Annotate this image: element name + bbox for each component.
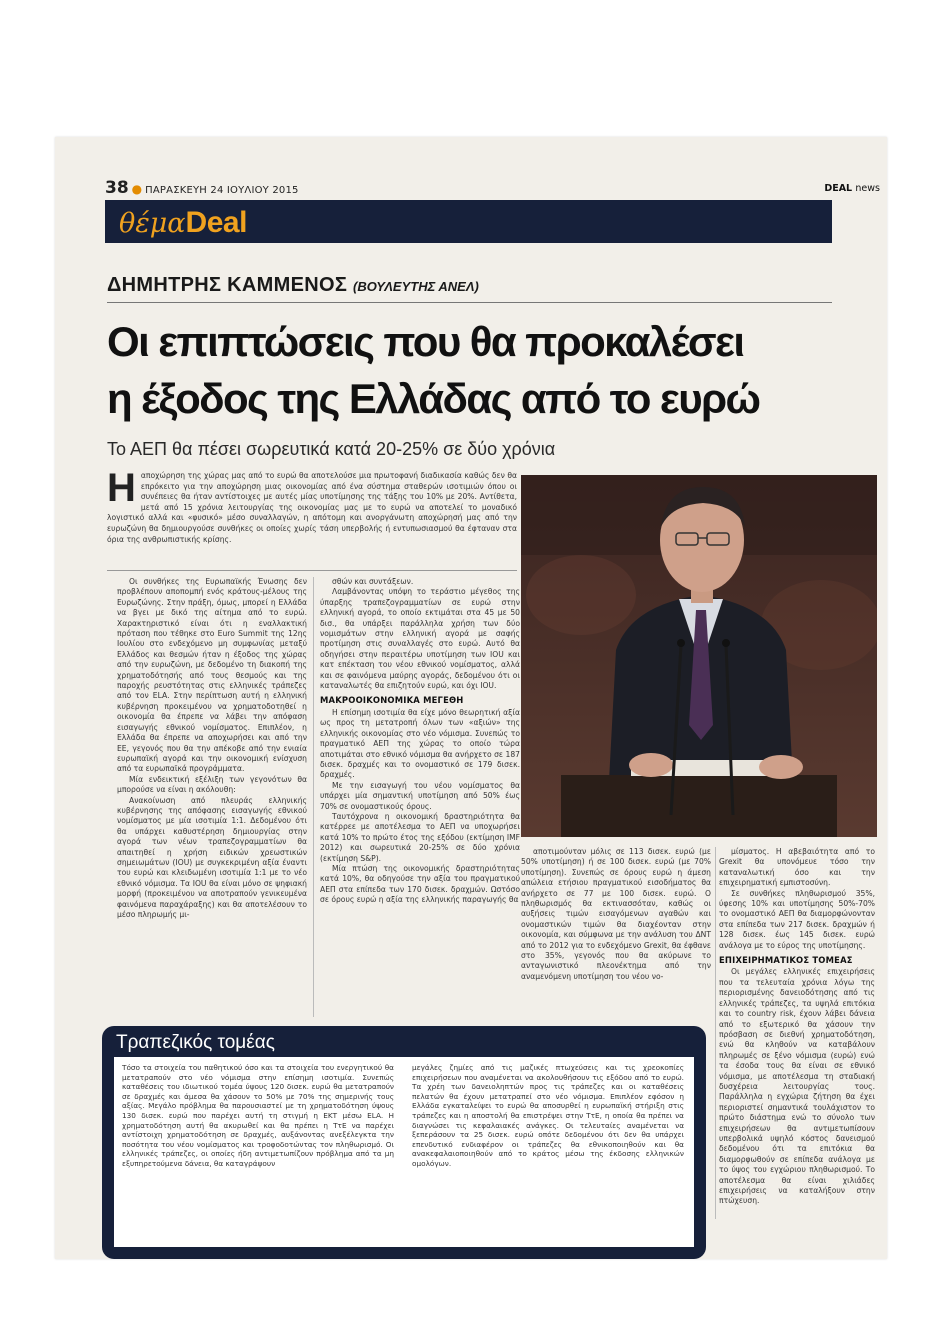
section-band [105, 200, 832, 243]
headline [107, 313, 837, 427]
page-number: 38 [105, 178, 129, 198]
drop-cap: Η [107, 466, 136, 510]
article-column-2 [320, 577, 520, 906]
author-name: ΔΗΜΗΤΡΗΣ ΚΑΜΜΕΝΟΣ [107, 274, 348, 296]
brand-bold: DEAL [824, 183, 853, 194]
section-heading-business: ΕΠΙΧΕΙΡΗΜΑΤΙΚΟΣ ΤΟΜΕΑΣ [719, 955, 853, 966]
author-party: (ΒΟΥΛΕΥΤΗΣ ΑΝΕΛ) [353, 279, 479, 294]
lead-paragraph [107, 466, 517, 545]
lead-text: αποχώρηση της χώρας μας από το ευρώ θα αποτελούσε μια πρωτοφανή διαδικασία καθώς δεν θα επρόκειτο για την αποχώρηση μιας οικονομίας από ένα σύστημα σταθερών ισοτιμιών όπου οι συνέπειες θα ήταν αντίστοιχες με αυτές μίας υποτίμησης της τάξης του 10% με 20%. Αντίθετα, μετά από 15 χρόνια λειτουργίας της οικονομίας μας με το ευρώ να αποτελεί το μοναδικό λογιστικό αλλά και «φυσικό» μέσο συναλλαγών, η απότομη και ανοργάνωτη αποχώρησή μας από την ευρωζώνη θα δημιουργούσε συνθήκες οι οποίες χωρίς τάση υπερβολής ή εντυπωσιασμού θα έφταναν στα όρια της ανθρωπιστικής κρίσης. [107, 471, 517, 544]
headline-line-1: Οι επιπτώσεις που θα προκαλέσει [107, 318, 744, 365]
column-divider [313, 577, 314, 1017]
page-header [105, 178, 299, 198]
section-heading-macro: ΜΑΚΡΟΟΙΚΟΝΟΜΙΚΑ ΜΕΓΕΘΗ [320, 695, 464, 706]
paragraph: Λαμβάνοντας υπόψη το τεράστιο μέγεθος της ύπαρξης τραπεζογραμματίων σε ευρώ στην ελληνική αγορά, το οποίο εκτιμάται στα 45 με 50 δισ., θα υπάρξει παράλληλα χρήση των δύο νομισμάτων στην ελληνική αγορά με σαφής προτίμηση στις συναλλαγές στο ευρώ. Αυτό θα οδηγήσει στην περαιτέρω υποτίμηση των IOU και κατ επέκταση του νέου εθνικού νομίσματος, αλλά και σε φαινόμενα μαύρης αγοράς, δεδομένου ότι οι καταναλωτές θα επιζητούν ευρώ, και όχι IOU. [320, 587, 520, 691]
paragraph: Μία ενδεικτική εξέλιξη των γεγονότων θα μπορούσε να είναι η ακόλουθη: [117, 774, 307, 795]
brand-rest: news [855, 183, 880, 194]
headline-line-2: η έξοδος της Ελλάδας από το ευρώ [107, 375, 760, 422]
author-divider [107, 302, 832, 303]
paragraph: Ανακοίνωση από πλευράς ελληνικής κυβέρνησης της απόφασης εισαγωγής εθνικού νομίσματος με μία ισοτιμία 1:1. Δεδομένου ότι θα υπάρχει καθυστέρηση δημιουργίας στην αγορά των νέων τραπεζογραμματίων θα απαιτηθεί η χρήση ειδικών χρεωστικών σημειωμάτων (IOU) με συγκεκριμένη αξία έναντι του ευρώ και κλειδωμένη ισοτιμία 1:1 με το νέο εθνικό νόμισμα. Τα IOU θα είναι μόνο σε ψηφιακή μορφή (προκειμένου να αποτραπούν γενικευμένα φαινόμενα παραχάραξης) και θα αποτελέσουν το μέσο πληρωμής μι- [117, 795, 307, 919]
paragraph: Με την εισαγωγή του νέου νομίσματος θα υπάρχει μία σημαντική υποτίμηση από 50% έως 70% σε ονομαστικούς όρους. [320, 780, 520, 811]
speaker-photo-illustration [521, 475, 877, 837]
box-body [114, 1057, 694, 1247]
paragraph: Μία πτώση της οικονομικής δραστηριότητας κατά 10%, θα οδηγούσε την αξία του πραγματικού ΑΕΠ στα επίπεδα των 170 δισεκ. δραχμών. Ωστόσο σε όρους ευρώ η αξία της ελληνικής παραγωγής θα [320, 863, 520, 905]
paragraph: Σε συνθήκες πληθωρισμού 35%, ύφεσης 10% και υποτίμησης 50%-70% το ονομαστικό ΑΕΠ θα διαμορφώνονταν στα επίπεδα των 217 δισεκ. δραχμών ή 128 δισεκ. έως 145 δισεκ. ευρώ ανάλογα με το εύρος της υποτίμησης. [719, 888, 875, 950]
box-column-1: Τόσο τα στοιχεία του παθητικού όσο και τα στοιχεία του ενεργητικού θα μετατραπούν στο νέο νόμισμα στην επίσημη ισοτιμία. Συνεπώς καταθέσεις του ιδιωτικού τομέα ύψους 120 δισεκ. ευρώ θα μετατραπούν σε δραχμές και άμεσα θα χάσουν το 50% με 70% της σημερινής τους αξίας. Μεγάλο πρόβλημα θα παρουσιαστεί με τη χρηματοδότηση ύψους 130 δισεκ. ευρώ που παρέχει αυτή τη στιγμή η ΕΚΤ μέσω ELA. Η χρηματοδότηση αυτή θα ακυρωθεί και θα πρέπει η ΤτΕ να παρέχει αντίστοιχη χρηματοδότηση σε δραχμές, αυξάνοντας ανεξέλεγκτα την ποσότητα του νέου νομίσματος και τροφοδοτώντας τον πληθωρισμό. Οι ελληνικές τράπεζες, οι οποίες ήδη αντιμετωπίζουν πρόβλημα από τα μη εξυπηρετούμενα δάνεια, θα καταγράψουν [122, 1063, 394, 1168]
section-logo [119, 206, 247, 240]
paragraph: Οι μεγάλες ελληνικές επιχειρήσεις που τα τελευταία χρόνια λόγω της περιορισμένης δανειοδότησης από τις ελληνικές τράπεζες, τα υψηλά επιτόκια και το country risk, έχουν λάβει δάνεια από το εξωτερικό θα χάσουν την πρόσβαση σε διεθνή χρηματοδότηση, ενώ θα κληθούν να καταβάλουν πληρωμές σε ξένο νόμισμα (ευρώ) ενώ τα έσοδα τους θα είναι σε εθνικό νόμισμα, με αποτέλεσμα τη σταδιακή δυσχέρεια λειτουργίας τους. Παράλληλα η εγχώρια ζήτηση θα έχει περιοριστεί σημαντικά τουλάχιστον το πρώτο διάστημα ενώ το σύνολο των επιχειρήσεων θα αντιμετωπίσουν υπερβολικά υψηλό κόστος δανεισμού δεδομένου ότι τα επιτόκια θα διαμορφωθούν σε επίπεδα ανάλογα με το ύψος του εγχώριου πληθωρισμού. Το αποτέλεσμα θα είναι χιλιάδες επιχειρήσεις να καταλήξουν στην πτώχευση. [719, 967, 875, 1206]
paragraph: Ταυτόχρονα η οικονομική δραστηριότητα θα κατέρρεε με αποτέλεσμα το ΑΕΠ να υποχωρήσει κατά 10% το πρώτο έτος της εξόδου (εκτίμηση IMF 2012) και σωρευτικά 20-25% σε δύο χρόνια (εκτίμηση S&P). [320, 811, 520, 863]
paragraph: Η επίσημη ισοτιμία θα είχε μόνο θεωρητική αξία ως προς τη μετατροπή όλων των «αξιών» της ελληνικής οικονομίας στο νέο νόμισμα. Συνεπώς το πραγματικό ΑΕΠ της χώρας το οποίο τώρα αποτιμάται στο εθνικό νόμισμα θα ανήρχετο σε 187 δισεκ. δραχμές και το ονομαστικό σε 179 δισεκ. δραχμές. [320, 707, 520, 780]
paragraph: μίσματος. Η αβεβαιότητα από το Grexit θα υπονόμευε τόσο την καταναλωτική όσο και την επιχειρηματική εμπιστοσύνη. [719, 847, 875, 888]
article-column-4 [719, 847, 875, 1207]
bullet-dot-icon: ● [131, 182, 143, 196]
page-date: ΠΑΡΑΣΚΕΥΗ 24 ΙΟΥΛΙΟΥ 2015 [145, 185, 299, 196]
paragraph: σθών και συντάξεων. [332, 577, 414, 586]
article-column-1 [117, 577, 307, 920]
lead-divider [107, 570, 517, 571]
section-deal: Deal [185, 206, 247, 239]
column-divider [715, 847, 716, 1219]
banking-sidebar-box [102, 1026, 706, 1259]
author-line [107, 274, 479, 297]
box-column-2: μεγάλες ζημίες από τις μαζικές πτωχεύσεις και τις χρεοκοπίες επιχειρήσεων που αναμένεται να ακολουθήσουν τις εξόδου από το ευρώ. Τα χρέη των δανειοληπτών προς τις τράπεζες και οι καταθέσεις πελατών θα έχουν μετατραπεί στο νέο νόμισμα. Επιπλέον εφόσον η Ελλάδα εγκαταλείψει το ευρώ θα αποσυρθεί η ευρωπαϊκή στήριξη στις τράπεζες και η αποστολή θα επιστρέψει στην ΤτΕ, η οποία θα πρέπει να διαγνώσει τις κεφαλαιακές ανάγκες. Οι τελευταίες αναμένεται να ξεπεράσουν τα 25 δισεκ. ευρώ οπότε δεδομένου ότι δεν θα υπάρχει επενδυτικό ενδιαφέρον οι τράπεζες θα εθνικοποιηθούν και θα ανακεφαλαιοποιηθούν από το κράτος μέσω της έκδοσης ελληνικών ομολόγων. [412, 1063, 684, 1168]
paragraph: Οι συνθήκες της Ευρωπαϊκής Ένωσης δεν προβλέπουν αποπομπή ενός κράτους-μέλους της Ευρωζώνης. Στην πράξη, όμως, μπορεί η Ελλάδα να βγει με δικό της αίτημα από το ευρώ. Χαρακτηριστικό είναι ότι η εναλλακτική πρόταση που τέθηκε στο Euro Summit της 12ης Ιουλίου στο ενδεχόμενο μη συμφωνίας μεταξύ Ελλάδος και θεσμών ήταν η έξοδος της χώρας από την ευρωζώνη, με δεδομένο τη διακοπή της χρηματοδότησής από τους θεσμούς και της παροχής ρευστότητας στις ελληνικές τράπεζες από τον ELA. Στην περίπτωση αυτή η ελληνική κυβέρνηση προκειμένου να χρηματοδοτηθεί η οικονομία θα έπρεπε να λάβει την απόφαση εισαγωγής εθνικού νομίσματος. Επιπλέον, η Ελλάδα θα έπρεπε να αποχωρήσει και από την ΕΕ, γεγονός που θα την απέκοβε από την ενιαία ευρωπαϊκή αγορά και την οικονομική ενίσχυση από τα ευρωπαϊκά προγράμματα. [117, 577, 307, 774]
box-title: Τραπεζικός τομέας [116, 1032, 275, 1053]
speaker-photo [521, 475, 877, 837]
article-column-3 [521, 847, 711, 982]
subtitle: Το ΑΕΠ θα πέσει σωρευτικά κατά 20-25% σε δύο χρόνια [107, 439, 556, 459]
section-thema: θέμα [119, 208, 186, 239]
newspaper-page [55, 137, 887, 1259]
brand-logo [824, 183, 880, 194]
paragraph: αποτιμούνταν μόλις σε 113 δισεκ. ευρώ (με 50% υποτίμηση) ή σε 100 δισεκ. ευρώ (με 70% υποτίμηση). Συνεπώς σε όρους ευρώ η άμεση απώλεια ετήσιου πραγματικού εισοδήματος θα ανήρχετο σε 77 με 100 δισεκ. ευρώ. Ο πληθωρισμός θα εκτινασσόταν, καθώς οι αυξήσεις τιμών εισαγόμενων αγαθών και ονομαστικών τιμών θα διαχέονταν στην οικονομία, και σύμφωνα με την ανάλυση του ΔΝΤ από το 2012 για το ενδεχόμενο Grexit, θα έφθανε στο 35%, γεγονός που θα ακύρωνε το ανταγωνιστικό πλεονέκτημα από την αναμενόμενη υποτίμηση του νέου νο- [521, 847, 711, 981]
